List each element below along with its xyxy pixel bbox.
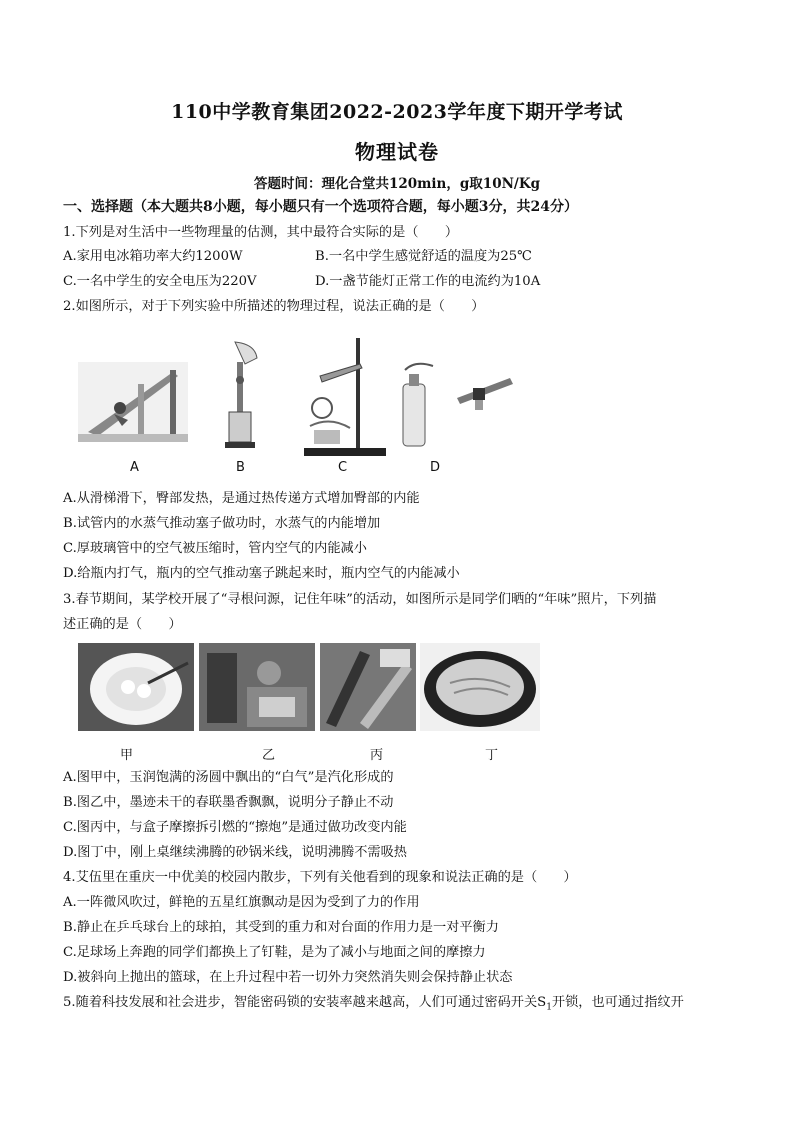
q2-option-d: D.给瓶内打气，瓶内的空气推动塞子跳起来时，瓶内空气的内能减小 bbox=[63, 566, 460, 581]
q5-stem-before: 5.随着科技发展和社会进步，智能密码锁的安装率越来越高，人们可通过密码开关S bbox=[63, 995, 547, 1010]
q2-figure-e-pump bbox=[455, 368, 515, 418]
q2-option-b: B.试管内的水蒸气推动塞子做功时，水蒸气的内能增加 bbox=[63, 516, 381, 531]
q2-figure-b-test-tube bbox=[215, 340, 265, 450]
q4-option-a: A.一阵微风吹过，鲜艳的五星红旗飘动是因为受到了力的作用 bbox=[63, 895, 420, 910]
q3-stem-line2: 述正确的是（ ） bbox=[63, 617, 182, 632]
q5-stem-after: 开锁，也可通过指纹开 bbox=[551, 995, 684, 1010]
q2-label-a: A bbox=[130, 460, 139, 475]
q3-option-b: B.图乙中，墨迹未干的春联墨香飘飘，说明分子静止不动 bbox=[63, 795, 394, 810]
q4-option-c: C.足球场上奔跑的同学们都换上了钉鞋，是为了减小与地面之间的摩擦力 bbox=[63, 945, 486, 960]
q1-option-d: D.一盏节能灯正常工作的电流约为10A bbox=[315, 274, 541, 289]
q2-figure-d-bottle bbox=[395, 360, 445, 450]
q3-option-a: A.图甲中，玉润饱满的汤圆中飘出的“白气”是汽化形成的 bbox=[63, 770, 394, 785]
q3-photo-bing-firecracker bbox=[320, 643, 416, 731]
q5-stem bbox=[63, 994, 684, 1017]
section-title: 一、选择题（本大题共8小题，每小题只有一个选项符合题，每小题3分，共24分） bbox=[63, 199, 578, 215]
q5-stem-sub: 1 bbox=[546, 1002, 552, 1013]
q3-label-jia: 甲 bbox=[120, 748, 134, 763]
q2-figure-c-stand bbox=[300, 336, 390, 458]
q2-option-a: A.从滑梯滑下，臀部发热，是通过热传递方式增加臀部的内能 bbox=[63, 491, 420, 506]
exam-info: 答题时间：理化合堂共120min，g取10N/Kg bbox=[253, 176, 541, 192]
q1-option-a: A.家用电冰箱功率大约1200W bbox=[63, 249, 243, 264]
q4-option-d: D.被斜向上抛出的篮球，在上升过程中若一切外力突然消失则会保持静止状态 bbox=[63, 970, 513, 985]
q3-label-bing: 丙 bbox=[370, 748, 384, 763]
q2-label-c: C bbox=[338, 460, 348, 475]
subject-title: 物理试卷 bbox=[355, 140, 439, 164]
exam-title: 110中学教育集团2022-2023学年度下期开学考试 bbox=[171, 101, 623, 123]
q3-photo-yi-couplet bbox=[199, 643, 315, 731]
q2-label-b: B bbox=[236, 460, 245, 475]
q3-option-d: D.图丁中，刚上桌继续沸腾的砂锅米线，说明沸腾不需吸热 bbox=[63, 845, 407, 860]
q2-label-d: D bbox=[430, 460, 441, 475]
q4-stem: 4.艾伍里在重庆一中优美的校园内散步，下列有关他看到的现象和说法正确的是（ ） bbox=[63, 870, 577, 885]
q3-option-c: C.图丙中，与盒子摩擦拆引燃的“擦炮”是通过做功改变内能 bbox=[63, 820, 407, 835]
q3-photo-ding-casserole bbox=[420, 643, 540, 731]
q1-stem: 1.下列是对生活中一些物理量的估测，其中最符合实际的是（ ） bbox=[63, 225, 459, 240]
q1-option-b: B.一名中学生感觉舒适的温度为25℃ bbox=[315, 249, 532, 264]
q1-option-c: C.一名中学生的安全电压为220V bbox=[63, 274, 257, 289]
q2-option-c: C.厚玻璃管中的空气被压缩时，管内空气的内能减小 bbox=[63, 541, 367, 556]
q4-option-b: B.静止在乒乓球台上的球拍，其受到的重力和对台面的作用力是一对平衡力 bbox=[63, 920, 499, 935]
q2-figure-a-slide bbox=[78, 362, 188, 442]
q2-stem: 2.如图所示，对于下列实验中所描述的物理过程，说法正确的是（ ） bbox=[63, 299, 485, 314]
q3-stem-line1: 3.春节期间，某学校开展了“寻根问源，记住年味”的活动，如图所示是同学们晒的“年味”照片，下列描 bbox=[63, 592, 657, 607]
q3-photo-jia-tangyuan bbox=[78, 643, 194, 731]
q3-label-ding: 丁 bbox=[485, 748, 499, 763]
q3-label-yi: 乙 bbox=[262, 748, 276, 763]
